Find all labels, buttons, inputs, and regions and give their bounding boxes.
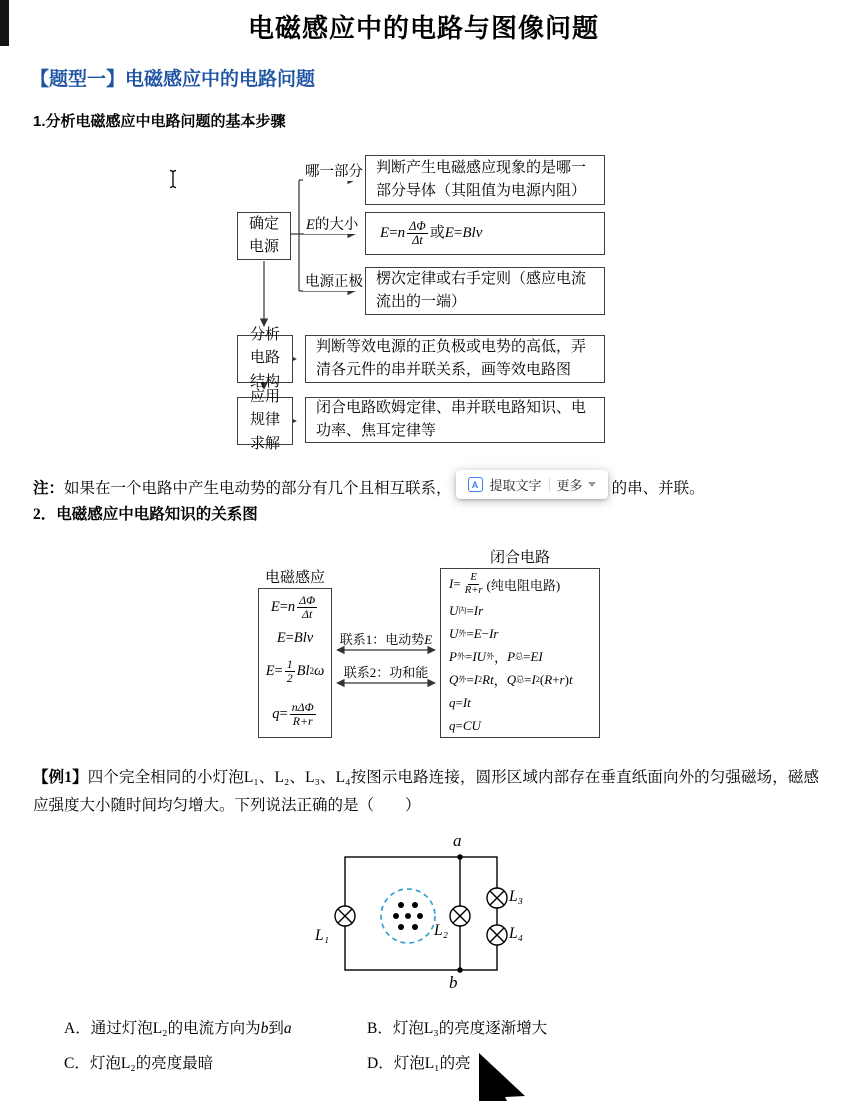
flow-label-which-part: 哪一部分	[303, 160, 365, 181]
relation-circuit-box	[440, 568, 600, 738]
example1-label: 【例1】	[33, 769, 88, 786]
section1-heading: 【题型一】电磁感应中的电路问题	[30, 69, 316, 90]
relation-left-title: 电磁感应	[264, 570, 325, 586]
formula-power: P 外 = IU 外 ， P 总 = EI	[449, 648, 543, 665]
formula-charge: q = $\frac{\text{nΔΦ}}{R+r}$	[272, 700, 314, 728]
field-dots	[393, 902, 423, 930]
formula-internal-voltage: U 内 = Ir	[449, 602, 484, 618]
formula-ohms-law: I = $\frac{E}{R+r}$ (纯电阻电路)	[449, 572, 561, 596]
node-a-label: a	[453, 831, 462, 850]
option-d: D．灯泡L₁的亮	[367, 1055, 471, 1072]
relation-link2-label: 联系2：功和能	[343, 665, 429, 680]
circuit-diagram	[320, 828, 540, 1003]
node-b-label: b	[449, 973, 458, 992]
flow-box-apply: 闭合电路欧姆定律、串并联电路知识、电功率、焦耳定律等	[305, 397, 605, 443]
example1-body: 四个完全相同的小灯泡L₁、L₂、L₃、L₄按图示电路连接，圆形区域内部存在垂直纸面向外的匀强磁场，磁感应强度大小随时间均匀增大。下列说法正确的是（ ）	[33, 769, 819, 814]
note-text-before: 如果在一个电路中产生电动势的部分有几个且相互联系，	[64, 479, 452, 497]
example1-text	[33, 764, 819, 820]
popup-divider	[549, 478, 550, 492]
formula-external-voltage: U 外 = E − Ir	[449, 625, 499, 641]
flow-box-which-part: 判断产生电磁感应现象的是哪一部分导体（其阻值为电源内阻）	[365, 155, 605, 205]
extract-text-button[interactable]: 提取文字	[489, 478, 542, 493]
option-a: A．通过灯泡L₂的电流方向为b到a	[64, 1020, 292, 1037]
note-prefix: 注：	[33, 479, 65, 497]
flow-box-polarity: 楞次定律或右手定则（感应电流流出的一端）	[365, 267, 605, 315]
text-cursor	[167, 169, 179, 189]
relation-link1-label: 联系1：电动势E	[339, 632, 433, 647]
extract-text-icon	[468, 477, 483, 492]
lamp4-label: L₄	[509, 925, 524, 942]
formula-heat: Q 外 = I 2 Rt ， Q 总 = I 2 ( R + r ) t	[449, 671, 573, 688]
section2-heading: 2．电磁感应中电路知识的关系图	[33, 506, 258, 523]
flow-box-emf-formula: E = n $\frac{\Delta\Phi}{\Delta t}$ 或 E = Blv	[365, 212, 605, 255]
chevron-down-icon	[588, 482, 596, 487]
flow-node-power: 确定电源	[237, 212, 291, 260]
lamp1-label: L₁	[315, 927, 330, 944]
formula-charge-capacitor: q = CU	[449, 717, 481, 733]
flow-label-emf-size: E的大小	[304, 213, 360, 234]
flow-label-polarity: 电源正极	[303, 270, 365, 291]
lamp3-label: L₃	[509, 888, 524, 905]
flow-node-apply: 应用规律求解	[237, 397, 293, 445]
relation-emf-box	[258, 588, 332, 738]
relation-right-title: 闭合电路	[489, 550, 550, 566]
option-c: C．灯泡L₂的亮度最暗	[64, 1055, 214, 1072]
note-line	[33, 472, 705, 501]
note-text-after: 的串、并联。	[611, 479, 705, 497]
formula-emf-flux: E = n $\frac{\Delta\Phi}{\Delta t}$	[270, 593, 316, 621]
formula-charge-current: q = It	[449, 694, 471, 710]
more-button[interactable]: 更多	[556, 478, 583, 493]
flow-box-analyze: 判断等效电源的正负极或电势的高低，弄清各元件的串并联关系，画等效电路图	[305, 335, 605, 383]
step-intro: 1.分析电磁感应中电路问题的基本步骤	[33, 113, 286, 130]
mouse-cursor	[477, 1053, 547, 1101]
lamp2-label: L₂	[434, 922, 449, 939]
page-title: 电磁感应中的电路与图像问题	[247, 13, 599, 43]
flow-node-analyze: 分析电路结构	[237, 335, 293, 383]
formula-emf-rotation: E = $\frac{1}{2}$ Bl 2 ω	[265, 657, 325, 685]
ocr-popup	[456, 470, 608, 499]
formula-emf-blv: E = Blv	[276, 629, 314, 646]
option-b: B．灯泡L₃的亮度逐渐增大	[367, 1020, 548, 1037]
